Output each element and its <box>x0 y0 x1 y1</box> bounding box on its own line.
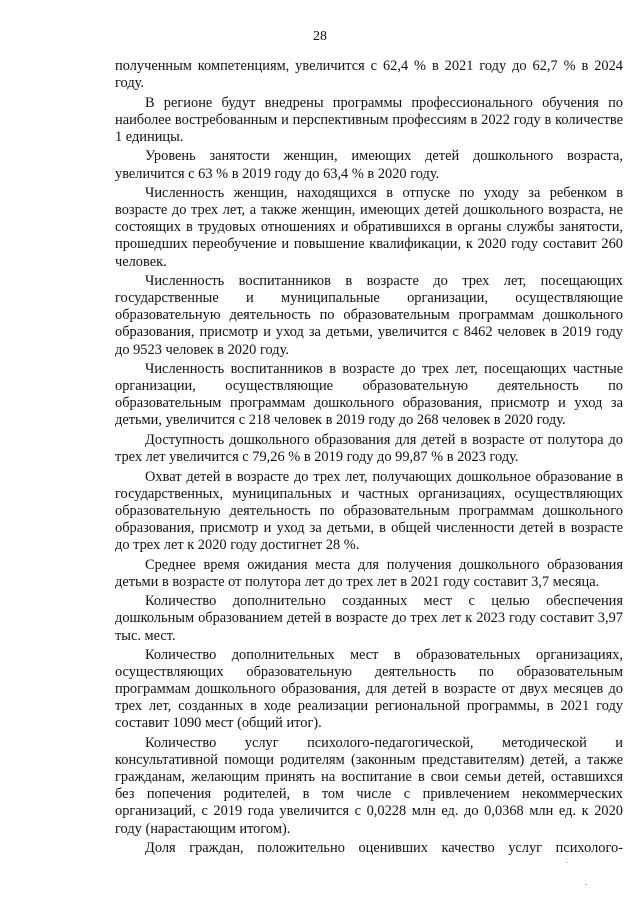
paragraph-2: В регионе будут внедрены программы профессионального обучения по наиболее востребованным и перспективным профессиям в 2022 году в количестве 1 единицы. <box>115 94 623 145</box>
document-body <box>115 58 623 860</box>
paragraph-10: Количество дополнительно созданных мест с целью обеспечения дошкольным образованием детей в возрасте до трех лет к 2023 году составит 3,97 тыс. мест. <box>115 593 623 644</box>
paragraph-8: Охват детей в возрасте до трех лет, получающих дошкольное образование в государственных, муниципальных и частных организациях, осуществляющих образовательную деятельность по образовательным программам дошкольного образования, присмотр и уход за детьми, в общей численности детей в возрасте до трех лет к 2020 году достигнет 28 %. <box>115 468 623 554</box>
paragraph-7: Доступность дошкольного образования для детей в возрасте от полутора до трех лет увеличится с 79,26 % в 2019 году до 99,87 % в 2023 году. <box>115 431 623 466</box>
page-number: 28 <box>313 29 327 44</box>
paragraph-1: полученным компетенциям, увеличится с 62,4 % в 2021 году до 62,7 % в 2024 году. <box>115 58 623 92</box>
paragraph-4: Численность женщин, находящихся в отпуске по уходу за ребенком в возрасте до трех лет, а также женщин, имеющих детей дошкольного возраста, не состоящих в трудовых отношениях и обратившихся в органы службы занятости, прошедших переобучение и повышение квалификации, к 2020 году составит 260 человек. <box>115 185 623 270</box>
scan-speck <box>566 862 568 863</box>
paragraph-3: Уровень занятости женщин, имеющих детей дошкольного возраста, увеличится с 63 % в 2019 году до 63,4 % в 2020 году. <box>115 148 623 182</box>
paragraph-13: Доля граждан, положительно оценивших качество услуг психолого- <box>145 840 623 857</box>
paragraph-9: Среднее время ожидания места для получения дошкольного образования детьми в возрасте от полутора лет до трех лет в 2021 году составит 3,7 месяца. <box>115 556 623 590</box>
paragraph-11: Количество дополнительных мест в образовательных организациях, осуществляющих образовательную деятельность по образовательным программам дошкольного образования, для детей в возрасте от двух месяцев до трех лет, созданных в ходе реализации региональной программы, в 2021 году составит 1090 мест (общий итог). <box>115 647 623 732</box>
paragraph-6: Численность воспитанников в возрасте до трех лет, посещающих частные организации, осуществляющие образовательную деятельность по образовательным программам дошкольного образования, присмотр и уход за детьми, увеличится с 218 человек в 2019 году до 268 человек в 2020 году. <box>115 361 623 429</box>
paragraph-5: Численность воспитанников в возрасте до трех лет, посещающих государственные и муниципальные организации, осуществляющие образовательную деятельность по образовательным программам дошкольного образования, присмотр и уход за детьми, увеличится с 8462 человек в 2019 году до 9523 человек в 2020 году. <box>115 273 623 358</box>
paragraph-12: Количество услуг психолого-педагогической, методической и консультативной помощи родителям (законным представителям) детей, а также гражданам, желающим принять на воспитание в свои семьи детей, оставшихся без попечения родителей, в том числе с привлечением некоммерческих организаций, с 2019 года увеличится с 0,0228 млн ед. до 0,0368 млн ед. к 2020 году (нарастающим итогом). <box>115 735 623 837</box>
scan-speck <box>585 884 587 885</box>
